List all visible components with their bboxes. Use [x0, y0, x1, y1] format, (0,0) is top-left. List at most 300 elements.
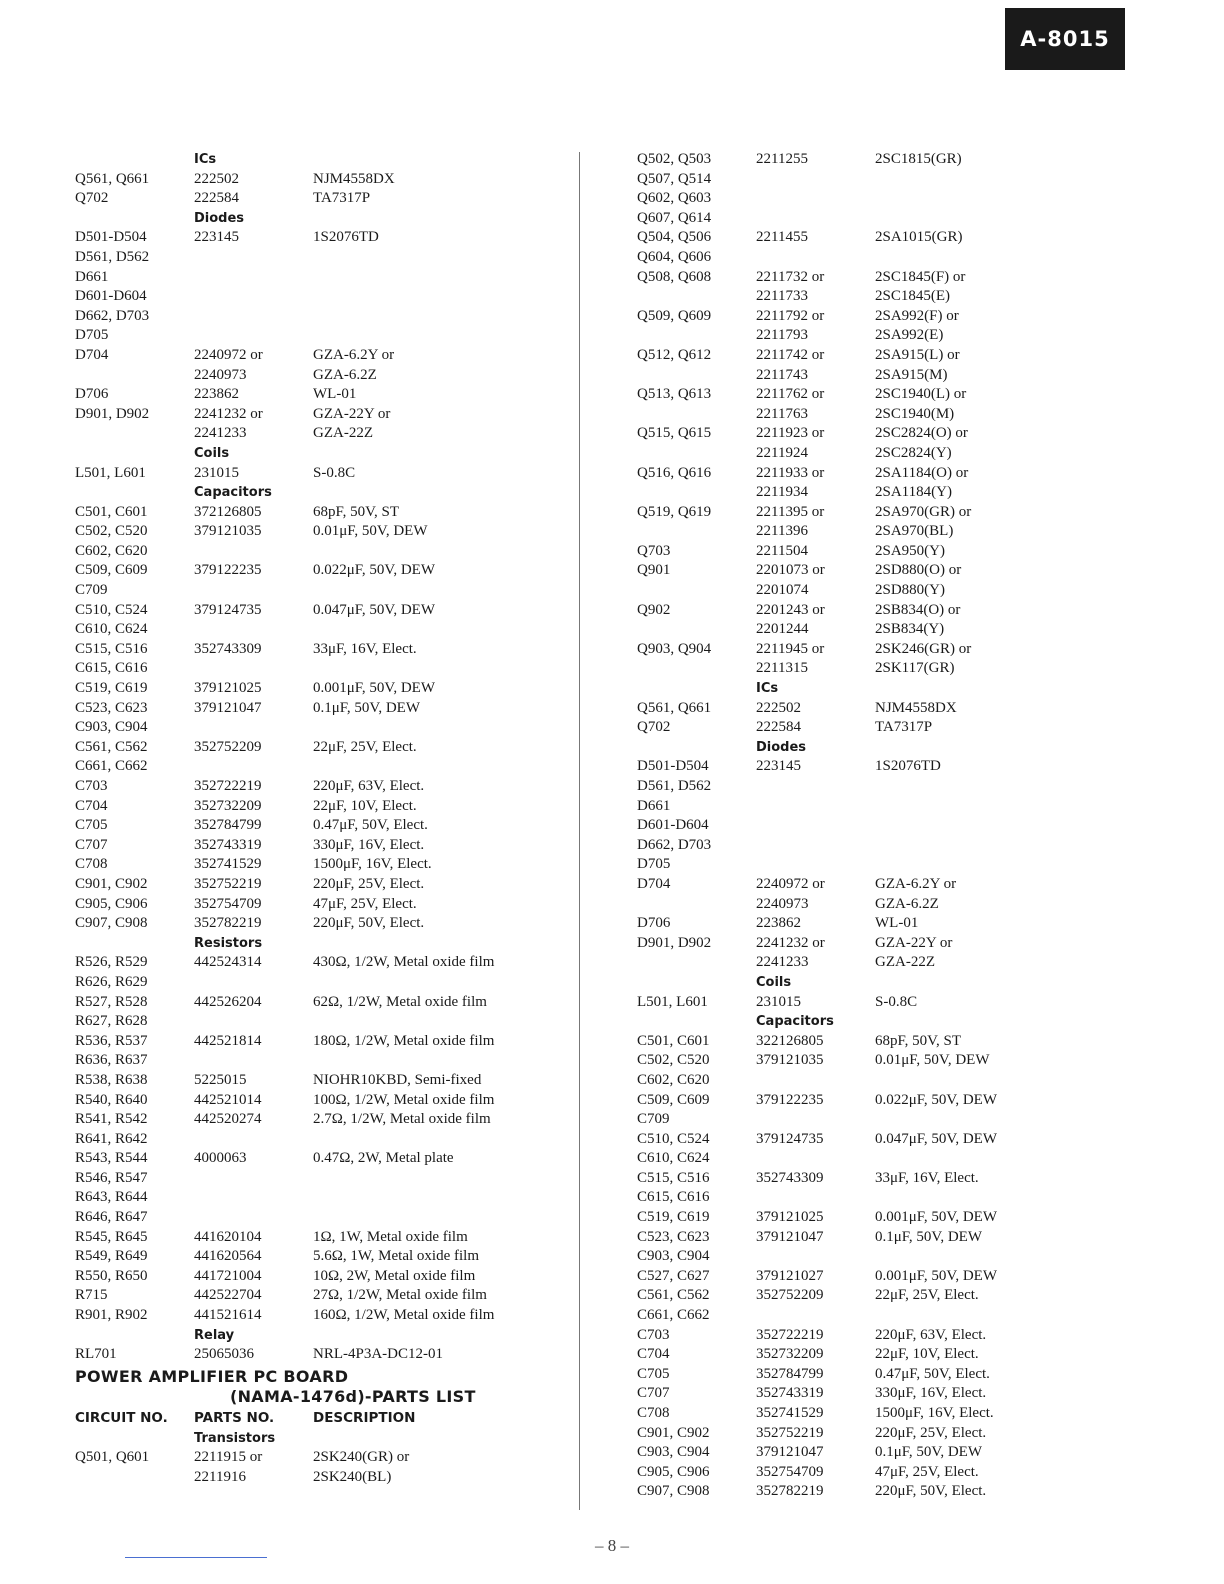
description-cell: 100Ω, 1/2W, Metal oxide film: [313, 1091, 495, 1108]
circuit-no-cell: R541, R542: [75, 1111, 148, 1128]
circuit-no-cell: C561, C562: [637, 1287, 710, 1304]
circuit-no-cell: R646, R647: [75, 1209, 148, 1226]
description-cell: 22μF, 10V, Elect.: [875, 1346, 979, 1363]
category-label: Diodes: [756, 739, 807, 755]
circuit-no-cell: C704: [75, 797, 108, 814]
circuit-no-cell: C704: [637, 1346, 670, 1363]
table-row: [637, 366, 1197, 386]
parts-no-cell: 2211916: [194, 1469, 246, 1485]
table-row: [637, 855, 1197, 875]
table-row: [75, 855, 575, 875]
circuit-no-cell: RL701: [75, 1346, 117, 1363]
circuit-no-cell: R715: [75, 1287, 108, 1304]
description-cell: GZA-6.2Y or: [313, 346, 395, 363]
description-cell: 1500μF, 16V, Elect.: [313, 856, 432, 873]
category-heading: [75, 150, 575, 170]
parts-no-cell: 2240973: [756, 895, 809, 912]
parts-no-cell: 2211924: [756, 444, 808, 461]
table-row: [637, 1267, 1197, 1287]
circuit-no-cell: Q703: [637, 542, 671, 559]
parts-no-cell: 2211762 or: [756, 386, 825, 403]
circuit-no-cell: Q516, Q616: [637, 464, 712, 481]
parts-no-cell: [756, 1247, 875, 1267]
description-cell: GZA-22Z: [875, 954, 935, 971]
category-label: ICs: [194, 152, 217, 167]
description-cell: 220μF, 25V, Elect.: [875, 1424, 987, 1441]
heading-spacer: [637, 738, 756, 758]
table-row: [75, 1051, 575, 1071]
footer-rule: [125, 1557, 267, 1558]
table-row: [75, 875, 575, 895]
circuit-no-cell: D704: [637, 875, 671, 892]
description-cell: 2SK240(BL): [313, 1469, 392, 1485]
parts-no-cell: [756, 209, 875, 229]
table-row: [75, 659, 575, 679]
table-row: [637, 1188, 1197, 1208]
table-row: [637, 1463, 1197, 1483]
category-heading: [75, 934, 575, 954]
circuit-no-cell: C905, C906: [75, 895, 148, 912]
circuit-no-cell: R626, R629: [75, 973, 148, 990]
description-cell: 0.001μF, 50V, DEW: [313, 680, 435, 697]
parts-no-cell: 352722219: [194, 778, 262, 794]
table-row: [637, 1071, 1197, 1091]
table-row: [75, 189, 575, 209]
parts-no-cell: 2211915 or: [194, 1449, 263, 1466]
table-row: [637, 1306, 1197, 1326]
circuit-no-cell: C615, C616: [637, 1189, 710, 1206]
description-cell: 2SC2824(Y): [875, 444, 952, 461]
description-cell: 47μF, 25V, Elect.: [313, 895, 417, 912]
table-row: [637, 405, 1197, 425]
circuit-no-cell: C523, C623: [75, 699, 148, 716]
parts-no-cell: [194, 307, 313, 327]
parts-no-cell: 2241232 or: [194, 405, 263, 422]
parts-no-cell: 2201073 or: [756, 562, 825, 579]
circuit-no-cell: Q604, Q606: [637, 248, 712, 265]
heading-spacer: [75, 1429, 194, 1449]
category-label: ICs: [756, 681, 779, 697]
table-row: [75, 1149, 575, 1169]
table-row: [75, 1228, 575, 1248]
description-cell: GZA-6.2Z: [875, 895, 939, 912]
parts-no-cell: [194, 1012, 313, 1032]
circuit-no-cell: Q515, Q615: [637, 425, 712, 442]
parts-no-cell: 2211934: [756, 484, 808, 501]
parts-no-cell: 2211395 or: [756, 503, 825, 520]
parts-no-cell: 352782219: [194, 915, 262, 932]
header-parts-no: PARTS NO.: [194, 1409, 275, 1426]
description-cell: NJM4558DX: [313, 170, 395, 187]
parts-no-cell: 2211504: [756, 542, 808, 559]
parts-no-cell: 352782219: [756, 1483, 824, 1500]
description-cell: 2SA1184(Y): [875, 484, 952, 501]
parts-no-cell: 2240972 or: [194, 346, 263, 363]
description-cell: TA7317P: [875, 719, 933, 736]
parts-no-cell: 223145: [194, 229, 239, 246]
circuit-no-cell: D661: [637, 797, 671, 814]
circuit-no-cell: [637, 522, 756, 542]
table-row: [75, 287, 575, 307]
description-cell: 1500μF, 16V, Elect.: [875, 1405, 994, 1421]
parts-no-cell: 2201244: [756, 621, 809, 638]
table-row: [75, 1130, 575, 1150]
description-cell: 1S2076TD: [875, 758, 941, 775]
table-row: [637, 307, 1197, 327]
table-row: [75, 581, 575, 601]
description-cell: TA7317P: [313, 190, 371, 207]
table-row: [637, 483, 1197, 503]
table-row: [75, 1208, 575, 1228]
table-row: [75, 346, 575, 366]
table-row: [637, 228, 1197, 248]
parts-no-cell: 352743319: [756, 1385, 824, 1402]
table-row: [637, 777, 1197, 797]
table-row: [75, 993, 575, 1013]
circuit-no-cell: C509, C609: [75, 562, 148, 579]
table-row: [637, 1345, 1197, 1365]
circuit-no-cell: Q504, Q506: [637, 229, 712, 246]
circuit-no-cell: D662, D703: [637, 836, 712, 853]
circuit-no-cell: R627, R628: [75, 1013, 148, 1030]
parts-no-cell: [194, 718, 313, 738]
table-row: [75, 973, 575, 993]
circuit-no-cell: C510, C524: [637, 1130, 710, 1147]
table-row: [75, 601, 575, 621]
parts-no-cell: [756, 797, 875, 817]
parts-no-cell: 352752209: [194, 738, 262, 755]
heading-spacer: [75, 150, 194, 170]
table-row: [637, 797, 1197, 817]
circuit-no-cell: C907, C908: [637, 1483, 710, 1500]
circuit-no-cell: C709: [637, 1111, 670, 1128]
description-cell: 5.6Ω, 1W, Metal oxide film: [313, 1248, 479, 1265]
category-heading: [637, 738, 1197, 758]
circuit-no-cell: [637, 366, 756, 386]
column-divider: [579, 152, 580, 1510]
circuit-no-cell: C703: [637, 1326, 670, 1343]
description-cell: 0.022μF, 50V, DEW: [875, 1091, 997, 1108]
parts-no-cell: 352743319: [194, 836, 262, 853]
section-parts-table: [75, 1429, 575, 1488]
parts-no-cell: 2201243 or: [756, 601, 825, 618]
circuit-no-cell: [637, 581, 756, 601]
circuit-no-cell: [637, 287, 756, 307]
table-row: [75, 405, 575, 425]
table-row: [75, 836, 575, 856]
circuit-no-cell: D501-D504: [75, 229, 147, 246]
section-title-line2: (NAMA-1476d)-PARTS LIST: [230, 1386, 476, 1406]
table-row: [75, 895, 575, 915]
parts-no-cell: 352743309: [194, 640, 262, 657]
parts-no-cell: [756, 816, 875, 836]
parts-no-cell: 442521814: [194, 1032, 262, 1049]
parts-no-cell: [756, 836, 875, 856]
circuit-no-cell: C510, C524: [75, 601, 148, 618]
table-row: [637, 1404, 1197, 1424]
description-cell: 2SC1940(M): [875, 405, 955, 422]
parts-no-cell: 441620564: [194, 1248, 262, 1265]
description-cell: 22μF, 10V, Elect.: [313, 797, 417, 814]
description-cell: 22μF, 25V, Elect.: [313, 738, 417, 755]
description-cell: 2SK117(GR): [875, 660, 955, 677]
description-cell: GZA-22Z: [313, 425, 373, 442]
description-cell: 2SC2824(O) or: [875, 425, 968, 442]
parts-no-cell: [756, 1110, 875, 1130]
category-heading: [637, 1012, 1197, 1032]
page-number: – 8 –: [595, 1536, 629, 1555]
circuit-no-cell: D561, D562: [75, 248, 150, 265]
table-row: [75, 1071, 575, 1091]
parts-no-cell: [756, 170, 875, 190]
table-row: [637, 561, 1197, 581]
parts-no-cell: [194, 542, 313, 562]
description-cell: 2SK240(GR) or: [313, 1449, 410, 1466]
description-cell: 2SK246(GR) or: [875, 640, 972, 657]
circuit-no-cell: C708: [75, 856, 108, 873]
model-number-tag: A-8015: [1005, 8, 1125, 70]
circuit-no-cell: C523, C623: [637, 1228, 710, 1245]
table-row: [637, 640, 1197, 660]
circuit-no-cell: Q512, Q612: [637, 346, 712, 363]
left-column: [75, 150, 575, 1488]
table-row: [637, 836, 1197, 856]
description-cell: 2SA970(GR) or: [875, 503, 972, 520]
table-row: [637, 542, 1197, 562]
parts-no-cell: 2241232 or: [756, 934, 825, 951]
table-header: [75, 1407, 575, 1429]
table-row: [637, 503, 1197, 523]
circuit-no-cell: C502, C520: [637, 1052, 710, 1069]
table-row: [75, 777, 575, 797]
parts-no-cell: 4000063: [194, 1150, 247, 1167]
description-cell: 160Ω, 1/2W, Metal oxide film: [313, 1307, 495, 1324]
parts-no-cell: [756, 777, 875, 797]
parts-no-cell: [194, 581, 313, 601]
parts-no-cell: 322126805: [756, 1032, 824, 1049]
table-row: [75, 561, 575, 581]
circuit-no-cell: D561, D562: [637, 778, 712, 794]
table-row: [637, 953, 1197, 973]
circuit-no-cell: C602, C620: [75, 542, 148, 559]
description-cell: 0.1μF, 50V, DEW: [875, 1444, 982, 1461]
table-row: [637, 150, 1197, 170]
table-row: [637, 659, 1197, 679]
circuit-no-cell: D705: [637, 856, 671, 873]
description-cell: 2SC1845(F) or: [875, 268, 966, 285]
description-cell: 430Ω, 1/2W, Metal oxide film: [313, 954, 495, 971]
parts-no-cell: 2241233: [756, 954, 809, 971]
category-heading: [75, 209, 575, 229]
circuit-no-cell: [637, 326, 756, 346]
table-row: [637, 1424, 1197, 1444]
table-row: [637, 1149, 1197, 1169]
circuit-no-cell: C661, C662: [75, 758, 148, 775]
header-description: DESCRIPTION: [313, 1409, 416, 1426]
circuit-no-cell: D601-D604: [637, 817, 709, 834]
parts-no-cell: 352741529: [194, 856, 262, 873]
circuit-no-cell: R545, R645: [75, 1228, 148, 1245]
parts-no-cell: 379124735: [756, 1130, 824, 1147]
parts-no-cell: 379121025: [194, 680, 262, 697]
heading-spacer: [637, 1012, 756, 1032]
circuit-no-cell: C907, C908: [75, 915, 148, 932]
description-cell: 2.7Ω, 1/2W, Metal oxide film: [313, 1111, 491, 1128]
table-row: [75, 1188, 575, 1208]
description-cell: 2SD880(Y): [875, 582, 945, 599]
table-row: [637, 346, 1197, 366]
circuit-no-cell: D704: [75, 346, 109, 363]
section-title-line1: POWER AMPLIFIER PC BOARD: [75, 1366, 349, 1386]
description-cell: 2SA915(M): [875, 366, 948, 383]
parts-no-cell: 2211455: [756, 229, 808, 246]
parts-no-cell: [756, 855, 875, 875]
parts-no-cell: 2211396: [756, 523, 808, 540]
description-cell: 1Ω, 1W, Metal oxide film: [313, 1228, 468, 1245]
parts-no-cell: 25065036: [194, 1346, 254, 1363]
table-row: [75, 268, 575, 288]
description-cell: 33μF, 16V, Elect.: [875, 1169, 979, 1186]
table-row: [637, 1286, 1197, 1306]
description-cell: WL-01: [313, 386, 357, 403]
circuit-no-cell: L501, L601: [75, 464, 146, 481]
heading-spacer: [75, 209, 194, 229]
heading-spacer: [75, 1326, 194, 1346]
table-row: [637, 424, 1197, 444]
left-parts-table: [75, 150, 575, 1365]
circuit-no-cell: C501, C601: [637, 1032, 710, 1049]
parts-no-cell: [194, 757, 313, 777]
table-row: [75, 679, 575, 699]
parts-no-cell: 2211923 or: [756, 425, 825, 442]
heading-spacer: [637, 679, 756, 699]
description-cell: 2SB834(Y): [875, 621, 945, 638]
parts-no-cell: 379121027: [756, 1267, 824, 1284]
heading-spacer: [75, 444, 194, 464]
parts-no-cell: 222584: [756, 719, 801, 736]
circuit-no-cell: [637, 659, 756, 679]
parts-no-cell: [756, 1306, 875, 1326]
circuit-no-cell: C515, C516: [637, 1169, 710, 1186]
parts-no-cell: 2211315: [756, 660, 808, 677]
circuit-no-cell: R538, R638: [75, 1071, 148, 1088]
circuit-no-cell: [75, 424, 194, 444]
parts-no-cell: [194, 1169, 313, 1189]
parts-no-cell: [194, 973, 313, 993]
circuit-no-cell: R550, R650: [75, 1267, 148, 1284]
circuit-no-cell: R543, R544: [75, 1150, 148, 1167]
category-label: Transistors: [194, 1430, 276, 1446]
description-cell: 0.47μF, 50V, Elect.: [313, 817, 428, 834]
table-row: [637, 1326, 1197, 1346]
table-row: [75, 1306, 575, 1326]
description-cell: 2SC1940(L) or: [875, 386, 967, 403]
table-row: [637, 170, 1197, 190]
description-cell: 0.01μF, 50V, DEW: [313, 523, 428, 540]
table-row: [637, 1443, 1197, 1463]
parts-no-cell: 223862: [756, 915, 801, 932]
parts-no-cell: 352784799: [194, 817, 262, 834]
table-row: [75, 1345, 575, 1365]
table-row: [75, 424, 575, 444]
category-label: Capacitors: [194, 485, 272, 501]
table-row: [75, 503, 575, 523]
description-cell: 2SA970(BL): [875, 523, 954, 540]
description-cell: GZA-22Y or: [875, 934, 953, 951]
description-cell: 2SA950(Y): [875, 542, 945, 559]
description-cell: 27Ω, 1/2W, Metal oxide film: [313, 1287, 487, 1304]
description-cell: S-0.8C: [313, 464, 356, 481]
circuit-no-cell: Q702: [75, 190, 109, 207]
description-cell: 330μF, 16V, Elect.: [875, 1385, 987, 1402]
circuit-no-cell: Q602, Q603: [637, 190, 712, 207]
table-row: [637, 699, 1197, 719]
parts-no-cell: 352743309: [756, 1169, 824, 1186]
circuit-no-cell: Q509, Q609: [637, 307, 712, 324]
parts-no-cell: [194, 620, 313, 640]
table-row: [75, 914, 575, 934]
description-cell: NJM4558DX: [875, 699, 957, 716]
parts-no-cell: 231015: [194, 464, 239, 481]
parts-no-cell: [756, 189, 875, 209]
parts-no-cell: 2211792 or: [756, 307, 825, 324]
table-row: [75, 816, 575, 836]
category-heading: [75, 1429, 575, 1449]
circuit-no-cell: R536, R537: [75, 1032, 148, 1049]
circuit-no-cell: Q519, Q619: [637, 503, 712, 520]
circuit-no-cell: [637, 895, 756, 915]
circuit-no-cell: R641, R642: [75, 1130, 148, 1147]
parts-no-cell: 379121047: [756, 1228, 824, 1245]
circuit-no-cell: R540, R640: [75, 1091, 148, 1108]
table-row: [637, 1365, 1197, 1385]
table-row: [637, 601, 1197, 621]
category-label: Diodes: [194, 210, 245, 226]
table-row: [637, 385, 1197, 405]
parts-no-cell: 442524314: [194, 954, 262, 971]
circuit-no-cell: R526, R529: [75, 954, 148, 971]
description-cell: 0.47μF, 50V, Elect.: [875, 1365, 990, 1382]
circuit-no-cell: Q501, Q601: [75, 1449, 150, 1466]
parts-no-cell: 441521614: [194, 1307, 262, 1324]
circuit-no-cell: R636, R637: [75, 1052, 148, 1069]
table-row: [637, 993, 1197, 1013]
description-cell: NRL-4P3A-DC12-01: [313, 1346, 443, 1363]
parts-no-cell: [756, 1188, 875, 1208]
circuit-no-cell: C708: [637, 1405, 670, 1421]
table-row: [637, 522, 1197, 542]
circuit-no-cell: Q513, Q613: [637, 386, 712, 403]
parts-no-cell: 441620104: [194, 1228, 262, 1245]
parts-no-cell: 372126805: [194, 503, 262, 520]
table-row: [75, 953, 575, 973]
parts-no-cell: 379122235: [756, 1091, 824, 1108]
description-cell: 22μF, 25V, Elect.: [875, 1287, 979, 1304]
parts-no-cell: 442526204: [194, 993, 262, 1010]
heading-spacer: [637, 973, 756, 993]
table-row: [75, 366, 575, 386]
parts-no-cell: 222502: [194, 170, 239, 187]
table-row: [637, 326, 1197, 346]
circuit-no-cell: C519, C619: [75, 680, 148, 697]
heading-spacer: [75, 934, 194, 954]
table-row: [75, 757, 575, 777]
circuit-no-cell: C709: [75, 582, 108, 599]
circuit-no-cell: D901, D902: [637, 934, 712, 951]
parts-no-cell: 352732209: [194, 797, 262, 814]
circuit-no-cell: C903, C904: [637, 1248, 710, 1265]
circuit-no-cell: Q607, Q614: [637, 209, 712, 226]
